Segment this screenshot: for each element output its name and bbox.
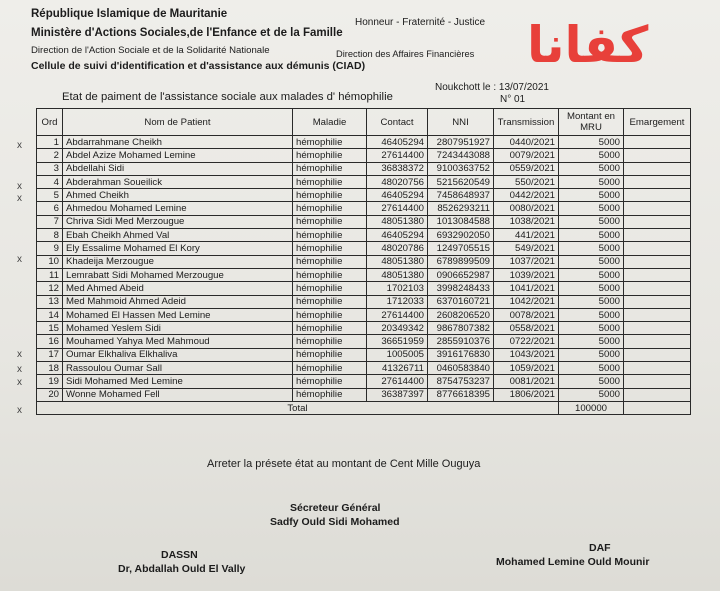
row-ord: 9 xyxy=(37,242,63,255)
table-row xyxy=(37,388,691,401)
row-ord: 8 xyxy=(37,229,63,242)
table-row xyxy=(37,149,691,162)
row-contact: 48051380 xyxy=(367,255,428,268)
row-transmission: 1042/2021 xyxy=(494,295,559,308)
row-ord: 10 xyxy=(37,255,63,268)
table-row xyxy=(37,215,691,228)
row-contact: 27614400 xyxy=(367,149,428,162)
finance-direction: Direction des Affaires Financières xyxy=(336,49,475,59)
row-patient: Wonne Mohamed Fell xyxy=(63,388,293,401)
row-disease: hémophilie xyxy=(293,255,367,268)
row-nni: 6932902050 xyxy=(428,229,494,242)
handwritten-check-mark: x xyxy=(17,349,22,360)
table-row xyxy=(37,202,691,215)
row-amount: 5000 xyxy=(559,348,624,361)
row-transmission: 0558/2021 xyxy=(494,322,559,335)
direction-heading: Direction de l'Action Sociale et de la Solidarité Nationale xyxy=(31,45,270,56)
total-signature-cell xyxy=(624,401,691,414)
republic-heading: République Islamique de Mauritanie xyxy=(31,8,228,20)
row-transmission: 0081/2021 xyxy=(494,375,559,388)
row-contact: 27614400 xyxy=(367,308,428,321)
row-signature xyxy=(624,149,691,162)
row-contact: 48051380 xyxy=(367,215,428,228)
table-row xyxy=(37,229,691,242)
row-patient: Chriva Sidi Med Merzougue xyxy=(63,215,293,228)
row-contact: 27614400 xyxy=(367,202,428,215)
row-contact: 46405294 xyxy=(367,189,428,202)
row-amount: 5000 xyxy=(559,136,624,149)
row-nni: 8754753237 xyxy=(428,375,494,388)
row-ord: 15 xyxy=(37,322,63,335)
row-ord: 5 xyxy=(37,189,63,202)
row-contact: 36651959 xyxy=(367,335,428,348)
row-ord: 12 xyxy=(37,282,63,295)
row-ord: 19 xyxy=(37,375,63,388)
daf-title: DAF xyxy=(589,542,611,554)
secretary-name: Sadfy Ould Sidi Mohamed xyxy=(270,516,400,528)
ministry-heading: Ministère d'Actions Sociales,de l'Enfance et de la Famille xyxy=(31,27,343,39)
table-row xyxy=(37,375,691,388)
row-transmission: 0442/2021 xyxy=(494,189,559,202)
total-value: 100000 xyxy=(559,401,624,414)
row-amount: 5000 xyxy=(559,202,624,215)
row-signature xyxy=(624,175,691,188)
row-transmission: 0079/2021 xyxy=(494,149,559,162)
row-patient: Abdel Azize Mohamed Lemine xyxy=(63,149,293,162)
total-row xyxy=(37,401,691,414)
row-ord: 18 xyxy=(37,362,63,375)
row-patient: Ahmed Cheikh xyxy=(63,189,293,202)
row-nni: 0460583840 xyxy=(428,362,494,375)
row-ord: 7 xyxy=(37,215,63,228)
row-contact: 48020786 xyxy=(367,242,428,255)
document-number: N° 01 xyxy=(500,94,526,105)
row-signature xyxy=(624,322,691,335)
handwritten-check-mark: x xyxy=(17,140,22,151)
row-patient: Ely Essalime Mohamed El Kory xyxy=(63,242,293,255)
header-contact: Contact xyxy=(367,109,428,136)
table-row xyxy=(37,282,691,295)
row-patient: Med Mahmoid Ahmed Adeid xyxy=(63,295,293,308)
row-disease: hémophilie xyxy=(293,295,367,308)
row-signature xyxy=(624,189,691,202)
secretary-title: Sécreteur Général xyxy=(290,502,381,514)
document-title: Etat de paiment de l'assistance sociale aux malades d' hémophilie xyxy=(62,91,393,103)
row-nni: 3916176830 xyxy=(428,348,494,361)
row-transmission: 1037/2021 xyxy=(494,255,559,268)
row-signature xyxy=(624,388,691,401)
row-disease: hémophilie xyxy=(293,362,367,375)
header-amount: Montant en MRU xyxy=(559,109,624,136)
row-transmission: 1041/2021 xyxy=(494,282,559,295)
row-signature xyxy=(624,375,691,388)
row-nni: 2608206520 xyxy=(428,308,494,321)
row-transmission: 1059/2021 xyxy=(494,362,559,375)
row-patient: Abdarrahmane Cheikh xyxy=(63,136,293,149)
row-ord: 14 xyxy=(37,308,63,321)
row-transmission: 0080/2021 xyxy=(494,202,559,215)
row-amount: 5000 xyxy=(559,295,624,308)
row-transmission: 0559/2021 xyxy=(494,162,559,175)
row-contact: 1005005 xyxy=(367,348,428,361)
table-header-row xyxy=(37,109,691,136)
row-disease: hémophilie xyxy=(293,335,367,348)
row-transmission: 550/2021 xyxy=(494,175,559,188)
row-amount: 5000 xyxy=(559,335,624,348)
row-signature xyxy=(624,348,691,361)
row-disease: hémophilie xyxy=(293,229,367,242)
row-patient: Oumar Elkhaliva Elkhaliva xyxy=(63,348,293,361)
row-transmission: 0440/2021 xyxy=(494,136,559,149)
handwritten-check-mark: x xyxy=(17,254,22,265)
row-ord: 11 xyxy=(37,268,63,281)
row-ord: 17 xyxy=(37,348,63,361)
row-patient: Mohamed Yeslem Sidi xyxy=(63,322,293,335)
header-transmission: Transmission xyxy=(494,109,559,136)
row-amount: 5000 xyxy=(559,175,624,188)
row-contact: 36387397 xyxy=(367,388,428,401)
row-nni: 1249705515 xyxy=(428,242,494,255)
handwritten-check-mark: x xyxy=(17,193,22,204)
table-row xyxy=(37,255,691,268)
table-row xyxy=(37,348,691,361)
row-signature xyxy=(624,255,691,268)
row-signature xyxy=(624,335,691,348)
row-patient: Khadeija Merzougue xyxy=(63,255,293,268)
table-row xyxy=(37,175,691,188)
dassn-title: DASSN xyxy=(161,549,198,561)
row-signature xyxy=(624,362,691,375)
row-signature xyxy=(624,136,691,149)
row-patient: Ahmedou Mohamed Lemine xyxy=(63,202,293,215)
row-nni: 1013084588 xyxy=(428,215,494,228)
row-signature xyxy=(624,295,691,308)
daf-name: Mohamed Lemine Ould Mounir xyxy=(496,556,650,568)
row-amount: 5000 xyxy=(559,215,624,228)
row-nni: 0906652987 xyxy=(428,268,494,281)
row-transmission: 0722/2021 xyxy=(494,335,559,348)
row-signature xyxy=(624,268,691,281)
national-motto: Honneur - Fraternité - Justice xyxy=(355,17,486,28)
table-row xyxy=(37,162,691,175)
row-contact: 20349342 xyxy=(367,322,428,335)
row-amount: 5000 xyxy=(559,282,624,295)
table-row xyxy=(37,268,691,281)
row-amount: 5000 xyxy=(559,255,624,268)
row-nni: 6789899509 xyxy=(428,255,494,268)
row-transmission: 0078/2021 xyxy=(494,308,559,321)
row-transmission: 1039/2021 xyxy=(494,268,559,281)
row-contact: 46405294 xyxy=(367,229,428,242)
row-disease: hémophilie xyxy=(293,162,367,175)
row-signature xyxy=(624,215,691,228)
payment-table xyxy=(36,108,691,415)
row-contact: 46405294 xyxy=(367,136,428,149)
row-ord: 16 xyxy=(37,335,63,348)
header-ord: Ord xyxy=(37,109,63,136)
row-amount: 5000 xyxy=(559,362,624,375)
row-nni: 7458648937 xyxy=(428,189,494,202)
row-signature xyxy=(624,162,691,175)
handwritten-check-mark: x xyxy=(17,377,22,388)
table-row xyxy=(37,189,691,202)
row-disease: hémophilie xyxy=(293,215,367,228)
row-patient: Mouhamed Yahya Med Mahmoud xyxy=(63,335,293,348)
row-disease: hémophilie xyxy=(293,322,367,335)
row-ord: 3 xyxy=(37,162,63,175)
row-amount: 5000 xyxy=(559,242,624,255)
table-row xyxy=(37,322,691,335)
header-disease: Maladie xyxy=(293,109,367,136)
row-disease: hémophilie xyxy=(293,375,367,388)
row-contact: 36838372 xyxy=(367,162,428,175)
row-disease: hémophilie xyxy=(293,308,367,321)
row-patient: Mohamed El Hassen Med Lemine xyxy=(63,308,293,321)
row-nni: 9867807382 xyxy=(428,322,494,335)
row-amount: 5000 xyxy=(559,189,624,202)
row-patient: Med Ahmed Abeid xyxy=(63,282,293,295)
row-patient: Abderahman Soueilick xyxy=(63,175,293,188)
cell-heading: Cellule de suivi d'identification et d'assistance aux démunis (CIAD) xyxy=(31,60,366,72)
row-amount: 5000 xyxy=(559,375,624,388)
row-transmission: 1806/2021 xyxy=(494,388,559,401)
row-ord: 20 xyxy=(37,388,63,401)
row-disease: hémophilie xyxy=(293,189,367,202)
row-contact: 27614400 xyxy=(367,375,428,388)
header-nni: NNI xyxy=(428,109,494,136)
row-disease: hémophilie xyxy=(293,202,367,215)
row-nni: 9100363752 xyxy=(428,162,494,175)
handwritten-check-mark: x xyxy=(17,405,22,416)
header-patient: Nom de Patient xyxy=(63,109,293,136)
table-row xyxy=(37,295,691,308)
total-label: Total xyxy=(37,401,559,414)
row-disease: hémophilie xyxy=(293,268,367,281)
row-patient: Rassoulou Oumar Sall xyxy=(63,362,293,375)
row-contact: 1702103 xyxy=(367,282,428,295)
kafana-logo: كفانا xyxy=(527,16,649,74)
row-ord: 13 xyxy=(37,295,63,308)
row-signature xyxy=(624,308,691,321)
row-amount: 5000 xyxy=(559,229,624,242)
table-row xyxy=(37,242,691,255)
row-disease: hémophilie xyxy=(293,175,367,188)
row-signature xyxy=(624,242,691,255)
closing-statement: Arreter la présete état au montant de Cent Mille Ouguya xyxy=(207,458,481,470)
row-patient: Sidi Mohamed Med Lemine xyxy=(63,375,293,388)
place-date: Noukchott le : 13/07/2021 xyxy=(435,82,549,93)
handwritten-check-mark: x xyxy=(17,181,22,192)
row-patient: Lemrabatt Sidi Mohamed Merzougue xyxy=(63,268,293,281)
row-disease: hémophilie xyxy=(293,282,367,295)
row-nni: 8776618395 xyxy=(428,388,494,401)
row-transmission: 549/2021 xyxy=(494,242,559,255)
table-row xyxy=(37,308,691,321)
row-contact: 41326711 xyxy=(367,362,428,375)
row-ord: 2 xyxy=(37,149,63,162)
row-contact: 1712033 xyxy=(367,295,428,308)
row-nni: 2807951927 xyxy=(428,136,494,149)
row-amount: 5000 xyxy=(559,388,624,401)
row-ord: 6 xyxy=(37,202,63,215)
row-contact: 48051380 xyxy=(367,268,428,281)
row-disease: hémophilie xyxy=(293,348,367,361)
row-patient: Abdellahi Sidi xyxy=(63,162,293,175)
row-signature xyxy=(624,229,691,242)
dassn-name: Dr, Abdallah Ould El Vally xyxy=(118,563,246,575)
handwritten-check-mark: x xyxy=(17,364,22,375)
row-disease: hémophilie xyxy=(293,149,367,162)
table-row xyxy=(37,335,691,348)
row-amount: 5000 xyxy=(559,322,624,335)
row-amount: 5000 xyxy=(559,162,624,175)
row-ord: 4 xyxy=(37,175,63,188)
row-signature xyxy=(624,202,691,215)
row-transmission: 1043/2021 xyxy=(494,348,559,361)
header-signature: Emargement xyxy=(624,109,691,136)
row-amount: 5000 xyxy=(559,268,624,281)
table-row xyxy=(37,362,691,375)
row-disease: hémophilie xyxy=(293,388,367,401)
row-signature xyxy=(624,282,691,295)
table-row xyxy=(37,136,691,149)
row-nni: 5215620549 xyxy=(428,175,494,188)
row-ord: 1 xyxy=(37,136,63,149)
row-amount: 5000 xyxy=(559,308,624,321)
row-transmission: 1038/2021 xyxy=(494,215,559,228)
row-disease: hémophilie xyxy=(293,136,367,149)
row-nni: 7243443088 xyxy=(428,149,494,162)
row-nni: 3998248433 xyxy=(428,282,494,295)
row-nni: 8526293211 xyxy=(428,202,494,215)
row-nni: 6370160721 xyxy=(428,295,494,308)
row-amount: 5000 xyxy=(559,149,624,162)
row-transmission: 441/2021 xyxy=(494,229,559,242)
row-disease: hémophilie xyxy=(293,242,367,255)
row-nni: 2855910376 xyxy=(428,335,494,348)
row-patient: Ebah Cheikh Ahmed Val xyxy=(63,229,293,242)
row-contact: 48020756 xyxy=(367,175,428,188)
